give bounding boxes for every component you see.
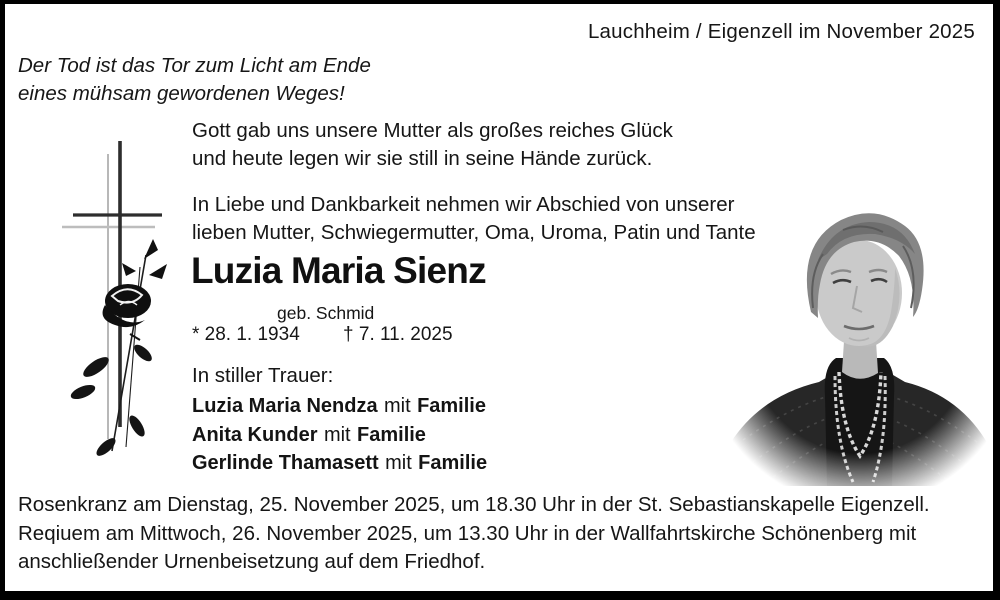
mourner-connector: mit — [385, 452, 412, 474]
mourner-connector: mit — [384, 395, 411, 417]
life-dates — [192, 324, 453, 346]
farewell-paragraph — [192, 191, 756, 246]
epigraph — [18, 52, 371, 108]
mourner-row — [192, 449, 487, 478]
mourner-row — [192, 392, 487, 421]
farewell-line-1: In Liebe und Dankbarkeit nehmen wir Abschied von unserer — [192, 193, 735, 216]
dateline: Lauchheim / Eigenzell im November 2025 — [587, 20, 975, 43]
mourners-list — [192, 392, 487, 478]
maiden-name: geb. Schmid — [277, 303, 375, 323]
mourner-name: Anita Kunder — [192, 423, 318, 446]
intro-line-2: und heute legen wir sie still in seine Hände zurück. — [192, 146, 653, 170]
epigraph-line-2: eines mühsam gewordenen Weges! — [18, 82, 345, 105]
mourner-connector: mit — [323, 423, 351, 446]
deceased-name: Luzia Maria Sienz — [191, 250, 486, 291]
mourning-heading: In stiller Trauer: — [192, 364, 334, 387]
service-line-3: anschließender Urnenbeisetzung auf dem Friedhof. — [18, 550, 486, 573]
mourner-row — [192, 421, 487, 450]
mourner-suffix: Familie — [357, 423, 426, 446]
cross-with-rose-icon — [50, 129, 200, 469]
mourner-name: Gerlinde Thamasett — [192, 452, 379, 474]
mourner-suffix: Familie — [418, 452, 488, 474]
epigraph-line-1: Der Tod ist das Tor zum Licht am Ende — [18, 54, 371, 77]
intro-line-1: Gott gab uns unsere Mutter als großes reiches Glück — [192, 119, 673, 142]
death-date: † 7. 11. 2025 — [343, 324, 453, 345]
mourner-name: Luzia Maria Nendza — [192, 395, 378, 417]
service-line-1: Rosenkranz am Dienstag, 25. November 2025, um 18.30 Uhr in der St. Sebastianskapelle Eigenzell. — [18, 493, 930, 516]
farewell-line-2: lieben Mutter, Schwiegermutter, Oma, Uroma, Patin und Tante — [192, 220, 756, 244]
mourner-suffix: Familie — [417, 395, 486, 417]
service-details — [18, 491, 930, 577]
birth-date: * 28. 1. 1934 — [192, 324, 300, 345]
intro-paragraph — [192, 117, 673, 172]
portrait-photo — [723, 190, 997, 486]
service-line-2: Reqiuem am Mittwoch, 26. November 2025, um 13.30 Uhr in der Wallfahrtskirche Schönenberg mit — [18, 521, 917, 545]
